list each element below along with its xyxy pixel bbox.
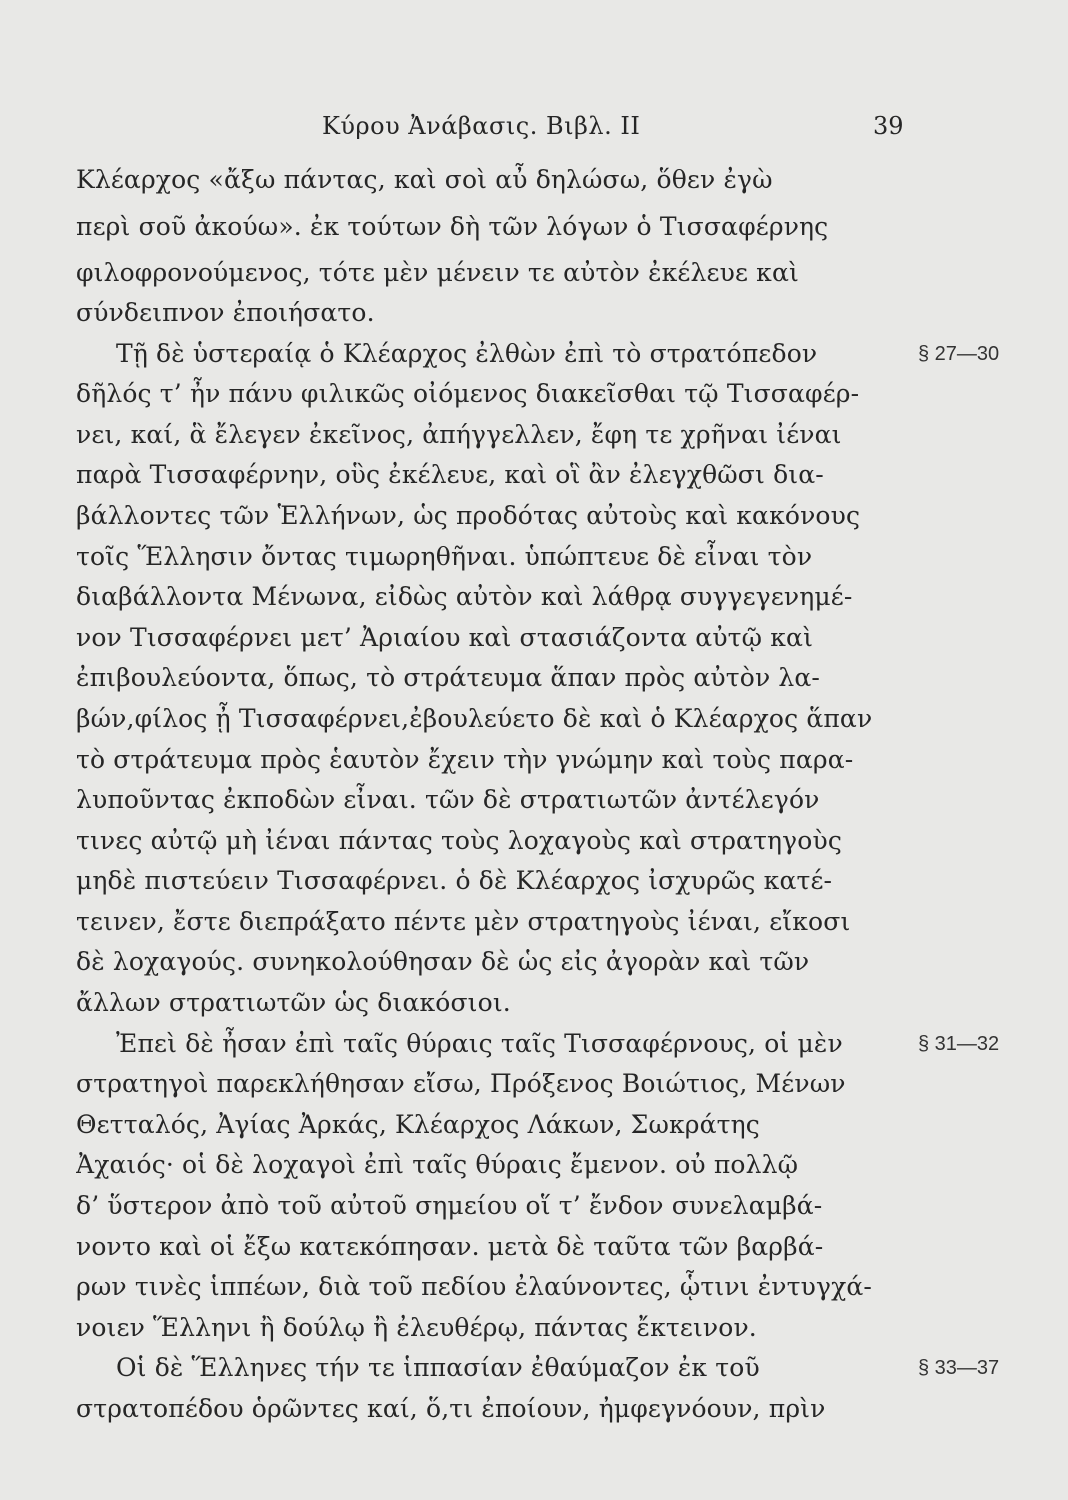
text-line: Ἀχαιός· οἱ δὲ λοχαγοὶ ἐπὶ ταῖς θύραις ἔμενον. οὐ πολλῷ bbox=[76, 1150, 799, 1179]
text-line: ἐπιβουλεύοντα, ὅπως, τὸ στράτευμα ἅπαν πρὸς αὐτὸν λα- bbox=[76, 663, 821, 692]
text-line: νει, καί, ἃ ἔλεγεν ἐκεῖνος, ἀπήγγελλεν, ἔφη τε χρῆναι ἰέναι bbox=[76, 420, 842, 449]
page-number: 39 bbox=[873, 112, 904, 140]
text-line: νοντο καὶ οἱ ἔξω κατεκόπησαν. μετὰ δὲ ταῦτα τῶν βαρβά- bbox=[76, 1232, 824, 1261]
text-line: στρατηγοὶ παρεκλήθησαν εἴσω, Πρόξενος Βοιώτιος, Μένων bbox=[76, 1069, 846, 1098]
text-line: τεινεν, ἔστε διεπράξατο πέντε μὲν στρατηγοὺς ἰέναι, εἴκοσι bbox=[76, 907, 851, 936]
text-line: ἄλλων στρατιωτῶν ὡς διακόσιοι. bbox=[76, 988, 511, 1017]
section-mark: § 31—32 bbox=[918, 1033, 1000, 1055]
text-line: Κλέαρχος «ἄξω πάντας, καὶ σοὶ αὖ δηλώσω, ὅθεν ἐγὼ bbox=[76, 165, 773, 194]
text-line: βών,φίλος ᾖ Τισσαφέρνει,ἐβουλεύετο δὲ καὶ ὁ Κλέαρχος ἅπαν bbox=[76, 704, 873, 733]
text-line: παρὰ Τισσαφέρνην, οὓς ἐκέλευε, καὶ οἳ ἂν ἐλεγχθῶσι δια- bbox=[76, 460, 824, 489]
text-line: τὸ στράτευμα πρὸς ἑαυτὸν ἔχειν τὴν γνώμην καὶ τοὺς παρα- bbox=[76, 745, 854, 774]
text-line: διαβάλλοντα Μένωνα, εἰδὼς αὐτὸν καὶ λάθρᾳ συγγεγενημέ- bbox=[76, 582, 853, 611]
text-line: λυποῦντας ἐκποδὼν εἶναι. τῶν δὲ στρατιωτῶν ἀντέλεγόν bbox=[76, 785, 820, 814]
section-mark: § 33—37 bbox=[918, 1357, 1000, 1379]
paragraph-start-line: Ἐπεὶ δὲ ἦσαν ἐπὶ ταῖς θύραις ταῖς Τισσαφέρνους, οἱ μὲν bbox=[116, 1029, 843, 1058]
text-line: στρατοπέδου ὁρῶντες καί, ὅ,τι ἐποίουν, ἠμφεγνόουν, πρὶν bbox=[76, 1394, 826, 1423]
paragraph-start-line: Τῇ δὲ ὑστεραίᾳ ὁ Κλέαρχος ἐλθὼν ἐπὶ τὸ στρατόπεδον bbox=[116, 339, 818, 368]
text-line: ρων τινὲς ἱππέων, διὰ τοῦ πεδίου ἐλαύνοντες, ᾧτινι ἐντυγχά- bbox=[76, 1272, 872, 1301]
text-line: τινες αὐτῷ μὴ ἰέναι πάντας τοὺς λοχαγοὺς καὶ στρατηγοὺς bbox=[76, 826, 842, 855]
text-line: φιλοφρονούμενος, τότε μὲν μένειν τε αὐτὸν ἐκέλευε καὶ bbox=[76, 258, 799, 287]
text-line: βάλλοντες τῶν Ἑλλήνων, ὡς προδότας αὐτοὺς καὶ κακόνους bbox=[76, 501, 861, 530]
paragraph-start-line: Οἱ δὲ Ἕλληνες τήν τε ἱππασίαν ἐθαύμαζον ἐκ τοῦ bbox=[116, 1353, 760, 1382]
text-line: νον Τισσαφέρνει μετ’ Ἀριαίου καὶ στασιάζοντα αὐτῷ καὶ bbox=[76, 623, 814, 652]
text-line: δ’ ὕστερον ἀπὸ τοῦ αὐτοῦ σημείου οἵ τ’ ἔνδον συνελαμβά- bbox=[76, 1191, 823, 1220]
text-line: δὲ λοχαγούς. συνηκολούθησαν δὲ ὡς εἰς ἀγορὰν καὶ τῶν bbox=[76, 947, 810, 976]
text-line: μηδὲ πιστεύειν Τισσαφέρνει. ὁ δὲ Κλέαρχος ἰσχυρῶς κατέ- bbox=[76, 866, 833, 895]
text-line: νοιεν Ἕλληνι ἢ δούλῳ ἢ ἐλευθέρῳ, πάντας ἔκτεινον. bbox=[76, 1313, 757, 1342]
text-line: τοῖς Ἕλλησιν ὄντας τιμωρηθῆναι. ὑπώπτευε δὲ εἶναι τὸν bbox=[76, 542, 813, 571]
text-line: σύνδειπνον ἐποιήσατο. bbox=[76, 298, 375, 327]
text-line: περὶ σοῦ ἀκούω». ἐκ τούτων δὴ τῶν λόγων ὁ Τισσαφέρνης bbox=[76, 212, 829, 241]
text-line: δῆλός τ’ ἦν πάνυ φιλικῶς οἰόμενος διακεῖσθαι τῷ Τισσαφέρ- bbox=[76, 379, 860, 408]
running-head: Κύρου Ἀνάβασις. Βιβλ. II bbox=[322, 112, 641, 140]
section-mark: § 27—30 bbox=[918, 343, 1000, 365]
text-line: Θετταλός, Ἀγίας Ἀρκάς, Κλέαρχος Λάκων, Σωκράτης bbox=[76, 1110, 760, 1139]
